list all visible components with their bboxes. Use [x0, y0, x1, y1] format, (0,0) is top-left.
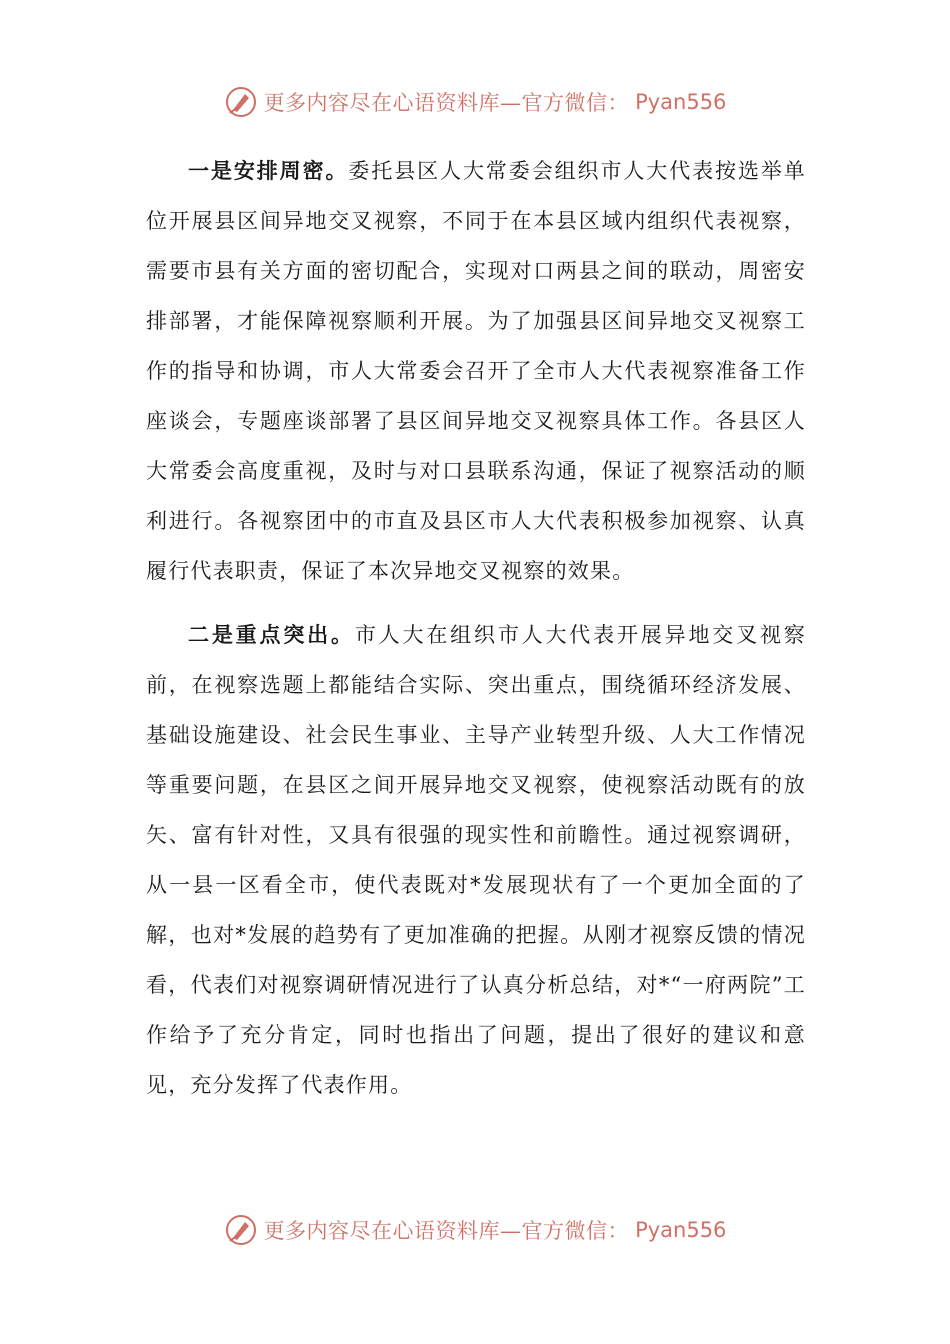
pen-nib-logo-icon [224, 85, 258, 119]
paragraph-2-lead: 二是重点突出。 [188, 623, 355, 647]
paragraph-1-lead: 一是安排周密。 [188, 159, 349, 183]
watermark-footer [0, 1210, 950, 1250]
paragraph-1-body: 委托县区人大常委会组织市人大代表按选举单位开展县区间异地交叉视察，不同于在本县区域内组织代表视察，需要市县有关方面的密切配合，实现对口两县之间的联动，周密安排部署，才能保障视察顺利开展。为了加强县区间异地交叉视察工作的指导和协调，市人大常委会召开了全市人大代表视察准备工作座谈会，专题座谈部署了县区间异地交叉视察具体工作。各县区人大常委会高度重视，及时与对口县联系沟通，保证了视察活动的顺利进行。各视察团中的市直及县区市人大代表积极参加视察、认真履行代表职责，保证了本次异地交叉视察的效果。 [146, 159, 806, 583]
watermark-text: 更多内容尽在心语资料库—官方微信： [263, 91, 630, 115]
paragraph-1 [146, 146, 806, 596]
watermark-header [0, 82, 950, 122]
pen-nib-logo-icon [224, 1213, 258, 1247]
paragraph-2-body: 市人大在组织市人大代表开展异地交叉视察前，在视察选题上都能结合实际、突出重点，围绕循环经济发展、基础设施建设、社会民生事业、主导产业转型升级、人大工作情况等重要问题，在县区之间开展异地交叉视察，使视察活动既有的放矢、富有针对性，又具有很强的现实性和前瞻性。通过视察调研，从一县一区看全市，使代表既对*发展现状有了一个更加全面的了解，也对*发展的趋势有了更加准确的把握。从刚才视察反馈的情况看，代表们对视察调研情况进行了认真分析总结，对*“一府两院”工作给予了充分肯定，同时也指出了问题，提出了很好的建议和意见，充分发挥了代表作用。 [146, 623, 806, 1097]
watermark-wechat-id: Pyan556 [635, 1218, 727, 1242]
watermark-text: 更多内容尽在心语资料库—官方微信： [263, 1219, 630, 1243]
watermark-wechat-id: Pyan556 [635, 90, 727, 114]
paragraph-2 [146, 610, 806, 1110]
document-body [146, 146, 806, 1110]
